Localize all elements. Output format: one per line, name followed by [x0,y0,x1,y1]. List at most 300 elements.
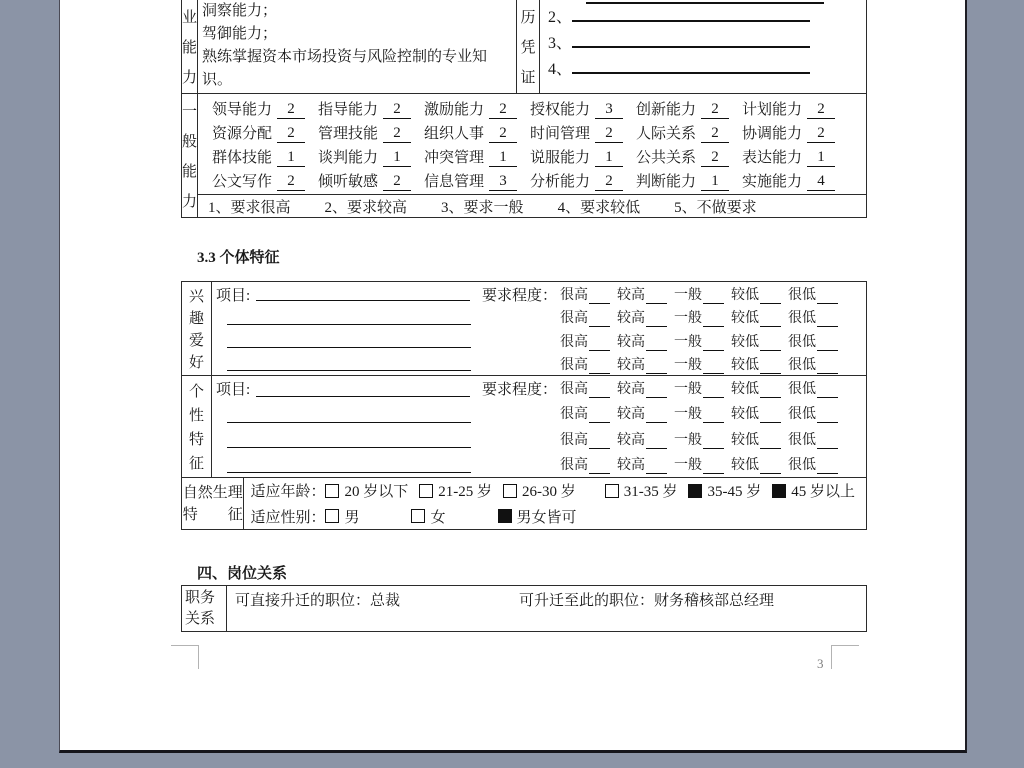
rating-option-label: 较高 [617,382,645,397]
age-option-label: 20 岁以下 [344,484,409,501]
rating-options [560,429,838,449]
ability-item [742,98,848,119]
blank-fill-line[interactable] [227,447,471,448]
rating-option-label: 很高 [560,432,588,448]
rating-option [560,429,610,449]
blank-fill-line[interactable] [703,313,724,327]
ability-label: 组织人事 [424,126,485,143]
trait-row [212,282,866,305]
ability-label: 协调能力 [742,126,803,143]
ability-item [530,170,636,191]
rating-option [560,378,610,398]
rating-option-label: 较高 [617,457,645,473]
ability-label: 资源分配 [212,126,273,143]
blank-fill-line[interactable] [760,435,781,449]
rating-option [617,354,667,374]
gender-option [498,506,577,527]
rating-option-label: 较低 [731,382,759,397]
blank-fill-line[interactable] [703,360,724,374]
ability-item [212,98,318,119]
ability-item [212,122,318,143]
blank-fill-line[interactable] [760,384,781,398]
relations-row-label [182,586,227,631]
blank-fill-line[interactable] [703,384,724,398]
rating-option [560,354,610,374]
blank-fill-line[interactable] [817,460,838,474]
ability-rating: 2 [595,173,623,191]
margin-mark-left-icon [171,645,199,669]
blank-fill-line[interactable] [227,370,471,371]
ability-item [318,170,424,191]
ability-row [212,146,866,167]
ability-grid [198,94,866,194]
blank-fill-line[interactable] [572,60,810,74]
row-label-line: 关系 [185,611,216,627]
age-option [772,480,855,501]
blank-fill-line[interactable] [817,337,838,351]
credential-item-number: 4、 [548,61,573,78]
ability-rating: 2 [807,125,835,143]
rating-option [617,378,667,398]
rating-option-label: 较高 [617,432,645,448]
rating-options [560,403,838,423]
rating-option [731,354,781,374]
rating-option [560,331,610,351]
physical-row-label [182,478,244,529]
age-option-label: 21-25 岁 [438,484,492,501]
rating-option-label: 一般 [674,407,702,423]
rating-option [788,429,838,449]
blank-fill-line[interactable] [817,360,838,374]
ability-item [742,170,848,191]
professional-ability-table [181,0,867,94]
rating-option-label: 一般 [674,382,702,397]
relations-content [227,586,866,631]
rating-option-label: 一般 [674,457,702,473]
row-label-char: 征 [188,456,204,473]
ability-item [318,98,424,119]
blank-fill-line[interactable] [589,409,610,423]
rating-option-label: 一般 [674,288,702,303]
rating-option [617,403,667,423]
ability-item [424,170,530,191]
rating-option-label: 较高 [617,334,645,350]
interest-row-label [182,282,212,375]
checkbox-icon[interactable] [419,484,433,498]
ability-item [424,122,530,143]
blank-fill-line[interactable] [703,290,724,304]
rating-option [674,429,724,449]
blank-fill-line[interactable] [227,472,471,473]
ability-row [212,98,866,119]
ability-label: 谈判能力 [318,149,379,166]
ability-label: 说服能力 [530,149,591,166]
ability-item [636,122,742,143]
trait-row [212,427,866,452]
rating-option [731,403,781,423]
general-ability-row-label [182,94,198,217]
checkbox-icon[interactable] [605,484,619,498]
rating-option [788,403,838,423]
interest-section [182,282,866,375]
blank-fill-line[interactable] [589,435,610,449]
rating-option [674,378,724,398]
row-label-line: 特 征 [182,506,243,523]
ability-text-line: 驾御能力； [202,26,278,42]
rating-option [674,354,724,374]
row-label-char: 证 [520,69,536,86]
general-ability-content [198,94,866,217]
credential-item-number: 2、 [548,9,573,26]
blank-fill-line[interactable] [589,337,610,351]
ability-rating: 3 [489,173,517,191]
row-label-char: 特 [188,432,204,449]
section-heading-position-relations: 四、岗位关系 [197,566,288,582]
rating-option-label: 很低 [788,382,816,397]
blank-fill-line[interactable] [589,460,610,474]
physical-rows [244,478,866,529]
ability-rating: 1 [595,149,623,167]
rating-option-label: 很低 [788,457,816,473]
rating-option-label: 很高 [560,334,588,350]
ability-rating: 2 [595,125,623,143]
blank-fill-line[interactable] [589,360,610,374]
ability-rating: 2 [807,101,835,119]
ability-rating: 1 [807,149,835,167]
ability-label: 公文写作 [212,173,273,190]
credential-row-label [517,0,540,93]
rating-option [617,429,667,449]
rating-option-label: 较高 [617,311,645,327]
row-label-char: 力 [182,69,198,86]
ability-rating: 1 [701,173,729,191]
rating-option [674,454,724,474]
row-label-char: 力 [182,193,198,210]
project-label: 项目: [216,382,251,398]
ability-label: 时间管理 [530,126,591,143]
ability-label: 实施能力 [742,173,803,190]
legend-item: 5、不做要求 [674,199,757,216]
rating-option-label: 很高 [560,407,588,423]
ability-label: 冲突管理 [424,149,485,166]
ability-rating: 2 [383,125,411,143]
age-option-label: 26-30 岁 [521,484,576,501]
rating-option-label: 很低 [788,288,816,303]
row-label-char: 历 [520,10,536,27]
rating-option-label: 很高 [560,288,588,303]
blank-fill-line[interactable] [760,337,781,351]
blank-fill-line[interactable] [760,360,781,374]
ability-item [212,146,318,167]
rating-option [560,403,610,423]
trait-row [212,305,866,328]
trait-row [212,401,866,426]
rating-option-label: 很低 [788,334,816,350]
trait-row [212,329,866,352]
age-row [244,478,866,504]
blank-fill-line[interactable] [227,324,471,325]
row-label-line: 职务 [185,590,216,606]
general-ability-table [181,94,867,218]
age-option [605,480,678,501]
professional-ability-row-label [182,0,198,93]
rating-option [560,284,610,304]
degree-label: 要求程度： [482,382,558,398]
blank-fill-line[interactable] [646,460,667,474]
personality-rows [212,376,866,477]
ability-label: 领导能力 [212,102,273,119]
ability-label: 指导能力 [318,102,379,119]
row-label-char: 业 [182,10,198,27]
rating-option [788,378,838,398]
blank-fill-line[interactable] [646,409,667,423]
blank-fill-line[interactable] [646,360,667,374]
promotion-from-text: 可升迁至此的职位：财务稽核部总经理 [519,593,775,609]
blank-fill-line[interactable] [703,460,724,474]
blank-fill-line[interactable] [589,290,610,304]
blank-fill-line[interactable] [817,409,838,423]
professional-ability-content [198,0,517,93]
blank-fill-line[interactable] [817,435,838,449]
blank-fill-line[interactable] [589,313,610,327]
rating-option [788,307,838,327]
gender-option-label: 男 [344,509,360,526]
rating-options [560,331,838,351]
project-label: 项目: [216,288,251,304]
rating-option-label: 一般 [674,334,702,350]
credential-item [540,56,866,82]
ability-rating: 2 [489,101,517,119]
blank-fill-line[interactable] [703,337,724,351]
row-label-char: 兴 [188,288,204,305]
rating-option [560,454,610,474]
rating-option [674,403,724,423]
rating-option [788,454,838,474]
interest-rows [212,282,866,375]
blank-fill-line[interactable] [760,313,781,327]
ability-label: 管理技能 [318,126,379,143]
rating-options [560,454,838,474]
credential-list [540,0,866,93]
rating-option-label: 较低 [731,457,759,473]
ability-rating: 2 [701,125,729,143]
ability-rating: 1 [277,149,305,167]
ability-item [636,170,742,191]
rating-option-label: 很高 [560,457,588,473]
rating-option-label: 很低 [788,357,816,373]
page-number: 3 [817,656,824,671]
credential-item-number: 3、 [548,35,573,52]
rating-options [560,307,838,327]
blank-fill-line[interactable] [760,460,781,474]
blank-fill-line[interactable] [256,300,470,301]
gender-option [411,506,445,527]
blank-fill-line[interactable] [817,313,838,327]
blank-fill-line[interactable] [646,435,667,449]
blank-line-partial [586,2,824,4]
ability-item [424,146,530,167]
checkbox-icon[interactable] [688,484,702,498]
checkbox-icon[interactable] [325,509,339,523]
blank-fill-line[interactable] [760,409,781,423]
ability-rating: 2 [383,101,411,119]
ability-label: 激励能力 [424,102,485,119]
rating-option [617,284,667,304]
position-relations-table [181,585,867,632]
ability-rating: 1 [489,149,517,167]
checkbox-icon[interactable] [325,484,339,498]
rating-option-label: 较低 [731,288,759,303]
ability-item [530,122,636,143]
gender-option-label: 男女皆可 [516,509,577,526]
age-option [419,480,492,501]
rating-option-label: 较低 [731,311,759,327]
rating-option-label: 较高 [617,288,645,303]
ability-item [424,98,530,119]
legend-item: 2、要求较高 [324,199,408,216]
blank-fill-line[interactable] [817,384,838,398]
checkbox-icon[interactable] [503,484,517,498]
age-option [688,480,761,501]
ability-label: 公共关系 [636,149,697,166]
ability-text-line: 识。 [202,72,233,88]
row-label-char: 爱 [188,333,204,350]
rating-option [788,354,838,374]
row-label-line: 自然生理 [182,484,243,501]
rating-option-label: 较高 [617,407,645,423]
rating-option-label: 很低 [788,432,816,448]
ability-rating: 1 [383,149,411,167]
rating-option [674,331,724,351]
blank-fill-line[interactable] [646,313,667,327]
ability-label: 信息管理 [424,173,485,190]
ability-label: 群体技能 [212,149,273,166]
age-option-label: 35-45 岁 [707,484,762,501]
credential-item [540,30,866,56]
rating-option [560,307,610,327]
row-label-char: 般 [182,134,198,151]
blank-fill-line[interactable] [646,290,667,304]
row-label-char: 性 [188,407,204,424]
ability-item [530,146,636,167]
blank-fill-line[interactable] [227,347,471,348]
rating-option [617,454,667,474]
row-label-char: 一 [182,104,198,121]
blank-fill-line[interactable] [256,396,470,397]
rating-option [788,284,838,304]
ability-rating: 2 [383,173,411,191]
ability-rating: 2 [489,125,517,143]
rating-option-label: 一般 [674,357,702,373]
physical-section [182,477,866,529]
checkbox-icon[interactable] [498,509,512,523]
gender-option-label: 女 [430,509,446,526]
ability-item [742,122,848,143]
blank-fill-line[interactable] [227,422,471,423]
legend-item: 1、要求很高 [208,199,291,216]
ability-label: 分析能力 [530,173,591,190]
blank-fill-line[interactable] [646,384,667,398]
rating-option [617,331,667,351]
blank-fill-line[interactable] [703,435,724,449]
row-label-char: 能 [182,39,198,56]
ability-item [318,146,424,167]
age-option [503,480,576,501]
rating-option-label: 较低 [731,334,759,350]
rating-options [560,378,838,398]
rating-option-label: 较低 [731,357,759,373]
personality-section [182,375,866,477]
gender-row [244,504,866,530]
blank-fill-line[interactable] [817,290,838,304]
document-page [59,0,967,753]
ability-rating: 4 [807,173,835,191]
rating-option-label: 很高 [560,311,588,327]
legend-item: 3、要求一般 [441,199,524,216]
section-heading-individual-traits: 3.3 个体特征 [197,250,280,266]
ability-label: 表达能力 [742,149,803,166]
rating-options [560,284,838,304]
ability-row [212,170,866,191]
row-label-char: 个 [188,383,204,400]
rating-option [788,331,838,351]
rating-option [731,429,781,449]
rating-option-label: 一般 [674,311,702,327]
blank-fill-line[interactable] [760,290,781,304]
trait-row [212,352,866,375]
trait-row [212,452,866,477]
blank-fill-line[interactable] [572,8,810,22]
rating-option-label: 很低 [788,311,816,327]
degree-label: 要求程度： [482,288,558,304]
ability-text-line: 洞察能力； [202,3,278,19]
ability-item [530,98,636,119]
ability-rating: 2 [277,173,305,191]
age-option [325,480,408,501]
ability-item [742,146,848,167]
age-option-label: 31-35 岁 [623,484,678,501]
gender-label: 适应性别： [250,509,326,526]
ability-rating: 3 [595,101,623,119]
credential-item [540,4,866,30]
row-label-char: 好 [188,355,204,372]
rating-option [731,331,781,351]
checkbox-icon[interactable] [411,509,425,523]
blank-fill-line[interactable] [703,409,724,423]
checkbox-icon[interactable] [772,484,786,498]
blank-fill-line[interactable] [589,384,610,398]
rating-legend [198,194,866,217]
ability-rating: 2 [277,101,305,119]
rating-option [674,284,724,304]
rating-option [731,378,781,398]
ability-item [636,146,742,167]
age-option-label: 45 岁以上 [791,484,855,501]
ability-label: 判断能力 [636,173,697,190]
ability-item [636,98,742,119]
rating-option [731,284,781,304]
blank-fill-line[interactable] [646,337,667,351]
promotion-to-text: 可直接升迁的职位：总裁 [235,593,401,609]
gender-option [325,506,359,527]
ability-rating: 2 [701,101,729,119]
row-label-char: 趣 [188,310,204,327]
rating-option-label: 较低 [731,407,759,423]
blank-fill-line[interactable] [572,34,810,48]
rating-option [617,307,667,327]
trait-row [212,376,866,401]
rating-option-label: 较高 [617,357,645,373]
